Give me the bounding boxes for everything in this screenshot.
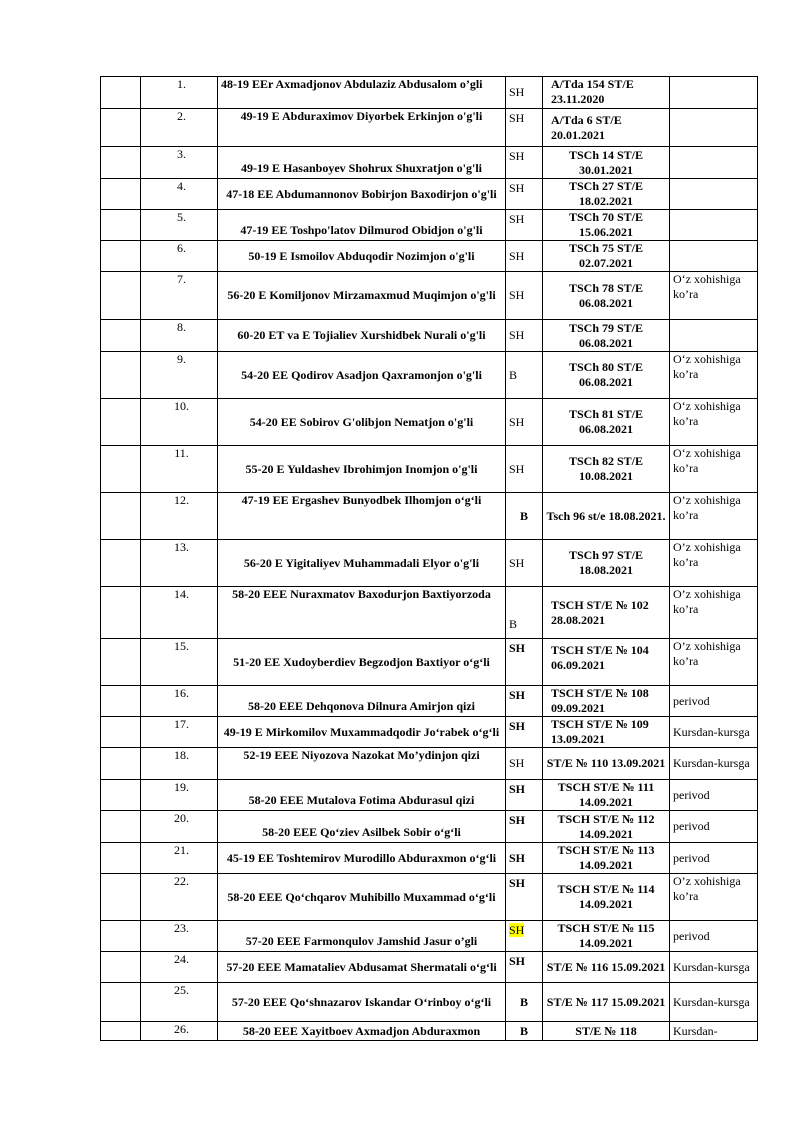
table-row [101,109,758,147]
group-code: SH [506,748,543,780]
row-number: 8. [141,320,218,352]
blank-cell [101,1022,141,1041]
note: Kursdan-kursga [670,983,758,1022]
row-number: 13. [141,540,218,587]
table-row [101,272,758,320]
order-ref: TSCh 82 ST/E 10.08.2021 [543,446,670,493]
table-row [101,748,758,780]
student-name: 58-20 EEE Mutalova Fotima Abdurasul qizi [218,780,506,811]
row-number: 26. [141,1022,218,1041]
table-row [101,320,758,352]
row-number: 22. [141,874,218,921]
order-ref: TSCh 78 ST/E 06.08.2021 [543,272,670,320]
note [670,109,758,147]
note: O’z xohishiga ko’ra [670,874,758,921]
order-ref: TSCH ST/E № 111 14.09.2021 [543,780,670,811]
group-code: SH [506,109,543,147]
group-code: SH [506,77,543,109]
note [670,179,758,210]
group-code: B [506,493,543,540]
blank-cell [101,811,141,843]
table-row [101,874,758,921]
group-code: SH [506,399,543,446]
student-name: 47-19 EE Toshpo'latov Dilmurod Obidjon o'g'li [218,210,506,241]
note: Kursdan-kursga [670,952,758,983]
student-name: 57-20 EEE Farmonqulov Jamshid Jasur o’gli [218,921,506,952]
row-number: 20. [141,811,218,843]
order-ref: A/Tda 6 ST/E 20.01.2021 [543,109,670,147]
group-code: SH [506,147,543,179]
student-name: 58-20 EEE Nuraxmatov Baxodurjon Baxtiyorzoda [218,587,506,639]
group-code: SH [506,446,543,493]
blank-cell [101,399,141,446]
group-code: SH [506,179,543,210]
student-name: 45-19 EE Toshtemirov Murodillo Abduraxmon o‘g‘li [218,843,506,874]
group-code: B [506,352,543,399]
table-row [101,587,758,639]
table-row [101,352,758,399]
row-number: 12. [141,493,218,540]
note: perivod [670,921,758,952]
table-row [101,780,758,811]
row-number: 3. [141,147,218,179]
group-code: B [506,587,543,639]
order-ref: ST/E № 117 15.09.2021 [543,983,670,1022]
order-ref: A/Tda 154 ST/E 23.11.2020 [543,77,670,109]
student-name: 56-20 E Yigitaliyev Muhammadali Elyor o'g'li [218,540,506,587]
order-ref: TSCH ST/E № 115 14.09.2021 [543,921,670,952]
row-number: 23. [141,921,218,952]
student-name: 57-20 EEE Qo‘shnazarov Iskandar O‘rinboy o‘g‘li [218,983,506,1022]
student-name: 54-20 EE Sobirov G'olibjon Nematjon o'g'li [218,399,506,446]
order-ref: ST/E № 118 [543,1022,670,1041]
note: O’z xohishiga ko’ra [670,587,758,639]
blank-cell [101,179,141,210]
row-number: 17. [141,717,218,748]
table-row [101,811,758,843]
blank-cell [101,109,141,147]
order-ref: TSCH ST/E № 113 14.09.2021 [543,843,670,874]
student-name: 54-20 EE Qodirov Asadjon Qaxramonjon o'g'li [218,352,506,399]
table-row [101,686,758,717]
note [670,77,758,109]
order-ref: TSCh 79 ST/E 06.08.2021 [543,320,670,352]
blank-cell [101,921,141,952]
order-ref: TSCh 97 ST/E 18.08.2021 [543,540,670,587]
group-code: SH [506,874,543,921]
group-code-cell [506,921,543,952]
table-row [101,399,758,446]
blank-cell [101,272,141,320]
row-number: 15. [141,639,218,686]
blank-cell [101,843,141,874]
note: Kursdan-kursga [670,717,758,748]
table-row [101,921,758,952]
row-number: 21. [141,843,218,874]
student-name: 47-19 EE Ergashev Bunyodbek Ilhomjon o‘g‘li [218,493,506,540]
note: perivod [670,780,758,811]
student-name: 50-19 E Ismoilov Abduqodir Nozimjon o'g'li [218,241,506,272]
table-row [101,952,758,983]
blank-cell [101,983,141,1022]
note: Kursdan-kursga [670,748,758,780]
student-name: 52-19 EEE Niyozova Nazokat Mo’ydinjon qizi [218,748,506,780]
table-row [101,639,758,686]
student-name: 58-20 EEE Xayitboev Axmadjon Abduraxmon [218,1022,506,1041]
blank-cell [101,587,141,639]
note: perivod [670,686,758,717]
order-ref: Tsch 96 st/e 18.08.2021. [543,493,670,540]
student-name: 49-19 E Hasanboyev Shohrux Shuxratjon o'g'li [218,147,506,179]
note [670,147,758,179]
row-number: 4. [141,179,218,210]
row-number: 7. [141,272,218,320]
note [670,210,758,241]
group-code: SH [506,272,543,320]
blank-cell [101,77,141,109]
order-ref: ST/E № 116 15.09.2021 [543,952,670,983]
note: O‘z xohishiga ko’ra [670,399,758,446]
table-row [101,77,758,109]
student-name: 58-20 EEE Qo‘ziev Asilbek Sobir o‘g‘li [218,811,506,843]
note: O’z xohishiga ko’ra [670,540,758,587]
table-row [101,983,758,1022]
student-name: 58-20 EEE Dehqonova Dilnura Amirjon qizi [218,686,506,717]
row-number: 10. [141,399,218,446]
blank-cell [101,320,141,352]
group-code: SH [506,540,543,587]
note: O‘z xohishiga ko’ra [670,352,758,399]
blank-cell [101,717,141,748]
student-name: 48-19 EEr Axmadjonov Abdulaziz Abdusalom o’gli [218,77,506,109]
row-number: 25. [141,983,218,1022]
table-row [101,717,758,748]
row-number: 5. [141,210,218,241]
blank-cell [101,493,141,540]
order-ref: TSCh 27 ST/E 18.02.2021 [543,179,670,210]
student-name: 56-20 E Komiljonov Mirzamaxmud Muqimjon o'g'li [218,272,506,320]
student-name: 49-19 E Mirkomilov Muxammadqodir Jo‘rabek o‘g‘li [218,717,506,748]
student-name: 51-20 EE Xudoyberdiev Begzodjon Baxtiyor o‘g‘li [218,639,506,686]
blank-cell [101,147,141,179]
row-number: 9. [141,352,218,399]
row-number: 14. [141,587,218,639]
order-ref: ST/E № 110 13.09.2021 [543,748,670,780]
note: O’z xohishiga ko’ra [670,639,758,686]
table-row [101,493,758,540]
note: perivod [670,843,758,874]
student-name: 55-20 E Yuldashev Ibrohimjon Inomjon o'g'li [218,446,506,493]
student-name: 58-20 EEE Qo‘chqarov Muhibillo Muxammad o‘g‘li [218,874,506,921]
order-ref: TSCH ST/E № 114 14.09.2021 [543,874,670,921]
table-row [101,241,758,272]
note: O’z xohishiga ko’ra [670,493,758,540]
group-code: SH [506,952,543,983]
order-ref: TSCH ST/E № 108 09.09.2021 [543,686,670,717]
note: perivod [670,811,758,843]
order-ref: TSCh 70 ST/E 15.06.2021 [543,210,670,241]
blank-cell [101,748,141,780]
student-name: 49-19 E Abduraximov Diyorbek Erkinjon o'g'li [218,109,506,147]
note [670,241,758,272]
group-code: SH [506,843,543,874]
blank-cell [101,210,141,241]
table-row [101,1022,758,1041]
note: O‘z xohishiga ko’ra [670,446,758,493]
table-row [101,446,758,493]
group-code: SH [506,780,543,811]
blank-cell [101,540,141,587]
table-row [101,179,758,210]
order-ref: TSCH ST/E № 102 28.08.2021 [543,587,670,639]
order-ref: TSCH ST/E № 112 14.09.2021 [543,811,670,843]
row-number: 6. [141,241,218,272]
order-ref: TSCh 14 ST/E 30.01.2021 [543,147,670,179]
table-row [101,540,758,587]
note [670,320,758,352]
group-code: SH [506,241,543,272]
group-code: SH [506,639,543,686]
table-row [101,843,758,874]
group-code: SH [506,686,543,717]
row-number: 24. [141,952,218,983]
blank-cell [101,446,141,493]
student-table [100,76,758,1041]
blank-cell [101,352,141,399]
row-number: 11. [141,446,218,493]
row-number: 2. [141,109,218,147]
group-code: SH [506,210,543,241]
blank-cell [101,780,141,811]
group-code: B [506,1022,543,1041]
group-code: SH [506,811,543,843]
blank-cell [101,639,141,686]
student-name: 60-20 ET va E Tojialiev Xurshidbek Nurali o'g'li [218,320,506,352]
row-number: 18. [141,748,218,780]
student-name: 57-20 EEE Mamataliev Abdusamat Shermatali o‘g‘li [218,952,506,983]
table-row [101,147,758,179]
blank-cell [101,874,141,921]
blank-cell [101,686,141,717]
group-code: SH [506,717,543,748]
note: Kursdan- [670,1022,758,1041]
highlighted-group-code: SH [509,923,525,937]
note: O‘z xohishiga ko’ra [670,272,758,320]
group-code: B [506,983,543,1022]
blank-cell [101,241,141,272]
order-ref: TSCH ST/E № 104 06.09.2021 [543,639,670,686]
row-number: 19. [141,780,218,811]
student-name: 47-18 EE Abdumannonov Bobirjon Baxodirjon o'g'li [218,179,506,210]
order-ref: TSCh 81 ST/E 06.08.2021 [543,399,670,446]
order-ref: TSCh 75 ST/E 02.07.2021 [543,241,670,272]
order-ref: TSCh 80 ST/E 06.08.2021 [543,352,670,399]
group-code: SH [506,320,543,352]
order-ref: TSCH ST/E № 109 13.09.2021 [543,717,670,748]
row-number: 1. [141,77,218,109]
blank-cell [101,952,141,983]
row-number: 16. [141,686,218,717]
table-row [101,210,758,241]
